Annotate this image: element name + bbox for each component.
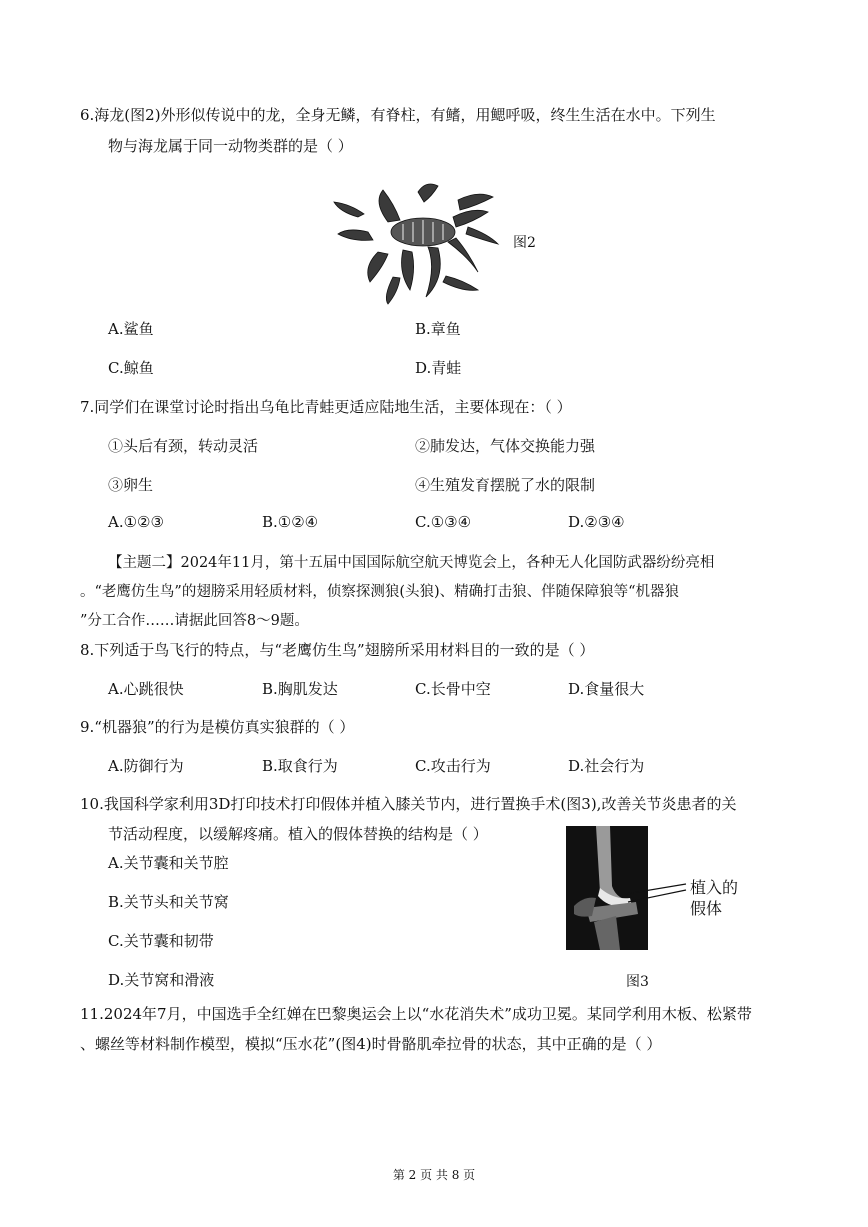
q8-option-a[interactable]: A.心跳很快 (108, 680, 184, 698)
q7-item-1: ①头后有颈，转动灵活 (108, 437, 259, 455)
q10-option-b[interactable]: B.关节头和关节窝 (108, 893, 229, 911)
q8-stem: 8.下列适于鸟飞行的特点，与“老鹰仿生鸟”翅膀所采用材料目的一致的是（ ） (80, 641, 595, 659)
q9-option-a[interactable]: A.防御行为 (108, 757, 184, 775)
q6-option-b[interactable]: B.章鱼 (415, 320, 461, 338)
q11-stem-line2: 、螺丝等材料制作模型，模拟“压水花”(图4)时骨骼肌牵拉骨的状态，其中正确的是（ ） (80, 1035, 662, 1053)
q7-option-a[interactable]: A.①②③ (108, 513, 164, 531)
q10-stem-line2: 节活动程度，以缓解疼痛。植入的假体替换的结构是（ ） (108, 825, 488, 843)
q7-item-4: ④生殖发育摆脱了水的限制 (415, 476, 596, 494)
q8-option-c[interactable]: C.长骨中空 (415, 680, 491, 698)
q10-stem-line1: 10.我国科学家利用3D打印技术打印假体并植入膝关节内，进行置换手术(图3),改善关节炎患者的关 (80, 795, 737, 813)
fig3-label: 图3 (626, 974, 649, 990)
q7-option-d[interactable]: D.②③④ (568, 513, 625, 531)
theme2-line1: 【主题二】2024年11月，第十五届中国国际航空航天博览会上，各种无人化国防武器纷纷亮相 (108, 555, 715, 571)
q6-stem-line1: 6.海龙(图2)外形似传说中的龙，全身无鳞，有脊柱，有鳍，用鳃呼吸，终生生活在水中。下列生 (80, 106, 716, 124)
q9-option-d[interactable]: D.社会行为 (568, 757, 645, 775)
fig3-annotation-line2: 假体 (690, 899, 723, 918)
page-footer: 第 2 页 共 8 页 (392, 1168, 476, 1182)
q11-stem-line1: 11.2024年7月，中国选手全红婵在巴黎奥运会上以“水花消失术”成功卫冕。某同学利用木板、松紧带 (80, 1005, 752, 1023)
theme2-line2: 。“老鹰仿生鸟”的翅膀采用轻质材料，侦察探测狼(头狼)、精确打击狼、伴随保障狼等“机器狼 (80, 584, 680, 600)
q10-option-d[interactable]: D.关节窝和滑液 (108, 971, 215, 989)
q10-option-c[interactable]: C.关节囊和韧带 (108, 932, 214, 950)
q6-option-c[interactable]: C.鲸鱼 (108, 359, 154, 377)
q8-option-b[interactable]: B.胸肌发达 (262, 680, 338, 698)
q9-option-b[interactable]: B.取食行为 (262, 757, 338, 775)
q8-option-d[interactable]: D.食量很大 (568, 680, 645, 698)
q7-option-c[interactable]: C.①③④ (415, 513, 472, 531)
q10-option-a[interactable]: A.关节囊和关节腔 (108, 854, 229, 872)
q7-item-3: ③卵生 (108, 476, 154, 494)
q7-stem: 7.同学们在课堂讨论时指出乌龟比青蛙更适应陆地生活，主要体现在：（ ） (80, 398, 572, 416)
sea-dragon-figure (328, 172, 503, 307)
fig3-annotation-line1: 植入的 (690, 878, 739, 897)
q7-option-b[interactable]: B.①②④ (262, 513, 319, 531)
q7-item-2: ②肺发达，气体交换能力强 (415, 437, 596, 455)
q6-option-d[interactable]: D.青蛙 (415, 359, 462, 377)
fig2-label: 图2 (513, 235, 536, 251)
q6-stem-line2: 物与海龙属于同一动物类群的是（ ） (108, 137, 353, 155)
q6-option-a[interactable]: A.鲨鱼 (108, 320, 154, 338)
q9-stem: 9.“机器狼”的行为是模仿真实狼群的（ ） (80, 718, 355, 736)
q9-option-c[interactable]: C.攻击行为 (415, 757, 491, 775)
theme2-line3: ”分工合作……请据此回答8～9题。 (80, 613, 309, 629)
